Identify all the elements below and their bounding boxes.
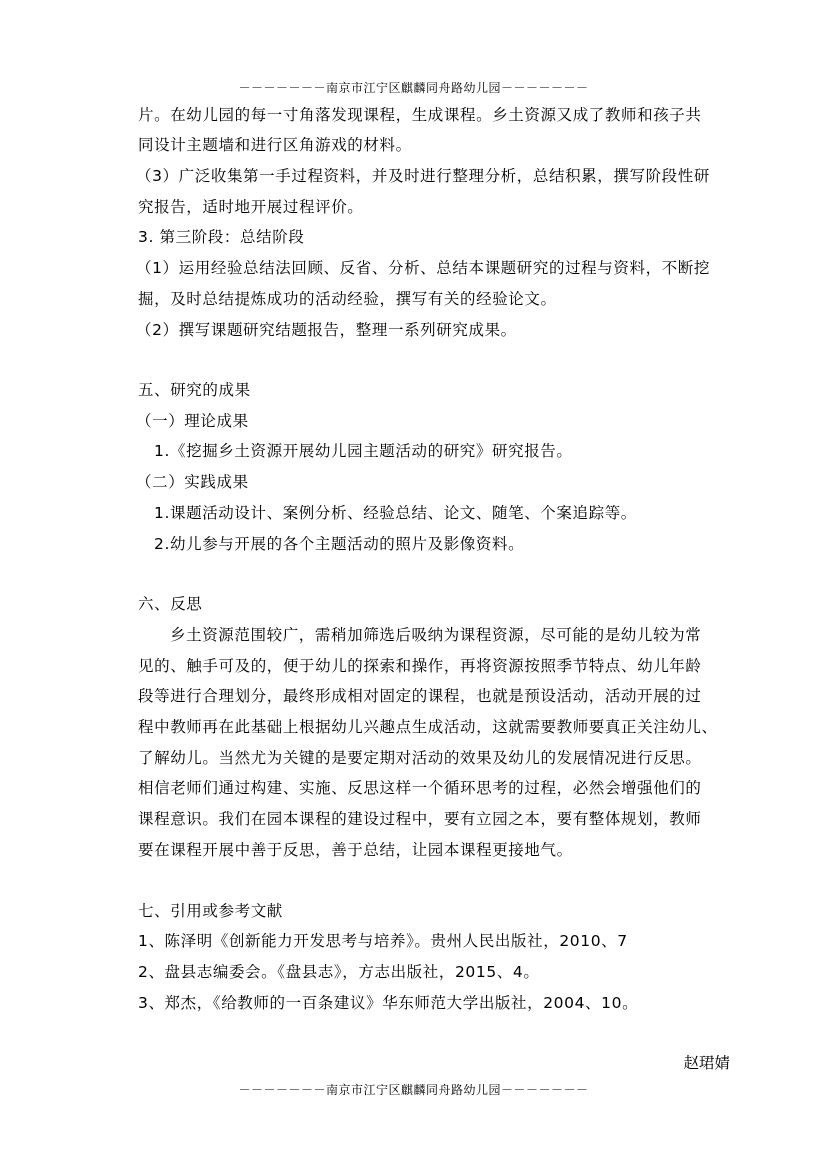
- body-line: 段等进行合理划分，最终形成相对固定的课程，也就是预设活动，活动开展的过: [138, 687, 702, 705]
- subsection-heading: （二）实践成果: [136, 473, 249, 491]
- list-item: 2.幼儿参与开展的各个主题活动的照片及影像资料。: [154, 535, 525, 553]
- reference-item: 1、陈泽明《创新能力开发思考与培养》。贵州人民出版社，2010、7: [138, 932, 628, 950]
- list-item: 1.《挖掘乡土资源开展幼儿园主题活动的研究》研究报告。: [154, 442, 573, 460]
- body-line: 了解幼儿。当然尤为关键的是要定期对活动的效果及幼儿的发展情况进行反思。: [138, 749, 702, 767]
- body-line: 究报告，适时地开展过程评价。: [138, 198, 364, 216]
- body-line: 要在课程开展中善于反思，善于总结，让园本课程更接地气。: [138, 841, 573, 859]
- body-line: 片。在幼儿园的每一寸角落发现课程，生成课程。乡土资源又成了教师和孩子共: [138, 106, 702, 124]
- section-heading: 七、引用或参考文献: [138, 902, 283, 920]
- list-item: 1.课题活动设计、案例分析、经验总结、论文、随笔、个案追踪等。: [154, 504, 637, 522]
- reference-item: 3、郑杰，《给教师的一百条建议》华东师范大学出版社，2004、10。: [138, 994, 639, 1012]
- body-line: 乡土资源范围较广，需稍加筛选后吸纳为课程资源，尽可能的是幼儿较为常: [170, 626, 702, 644]
- body-line: 掘，及时总结提炼成功的活动经验，撰写有关的经验论文。: [138, 290, 557, 308]
- body-line: （3）广泛收集第一手过程资料，并及时进行整理分析，总结积累，撰写阶段性研: [136, 167, 710, 185]
- body-line: （2）撰写课题研究结题报告，整理一系列研究成果。: [136, 321, 517, 339]
- page-header: －－－－－－－南京市江宁区麒麟同舟路幼儿园－－－－－－－: [238, 81, 589, 95]
- body-line: 相信老师们通过构建、实施、反思这样一个循环思考的过程，必然会增强他们的: [138, 779, 702, 797]
- body-line: 课程意识。我们在园本课程的建设过程中，要有立园之本，要有整体规划，教师: [138, 810, 702, 828]
- section-heading: 六、反思: [138, 595, 203, 613]
- section-heading: 3. 第三阶段：总结阶段: [138, 228, 305, 246]
- body-line: （1）运用经验总结法回顾、反省、分析、总结本课题研究的过程与资料，不断挖: [136, 259, 710, 277]
- body-line: 程中教师再在此基础上根据幼儿兴趣点生成活动，这就需要教师要真正关注幼儿、: [138, 718, 718, 736]
- author-signature: 赵珺婧: [683, 1054, 730, 1072]
- body-line: 见的、触手可及的，便于幼儿的探索和操作，再将资源按照季节特点、幼儿年龄: [138, 657, 702, 675]
- reference-item: 2、盘县志编委会。《盘县志》，方志出版社，2015、4。: [138, 963, 540, 981]
- body-line: 同设计主题墙和进行区角游戏的材料。: [138, 136, 412, 154]
- subsection-heading: （一）理论成果: [136, 412, 249, 430]
- section-heading: 五、研究的成果: [138, 381, 251, 399]
- page-footer: －－－－－－－南京市江宁区麒麟同舟路幼儿园－－－－－－－: [238, 1083, 589, 1097]
